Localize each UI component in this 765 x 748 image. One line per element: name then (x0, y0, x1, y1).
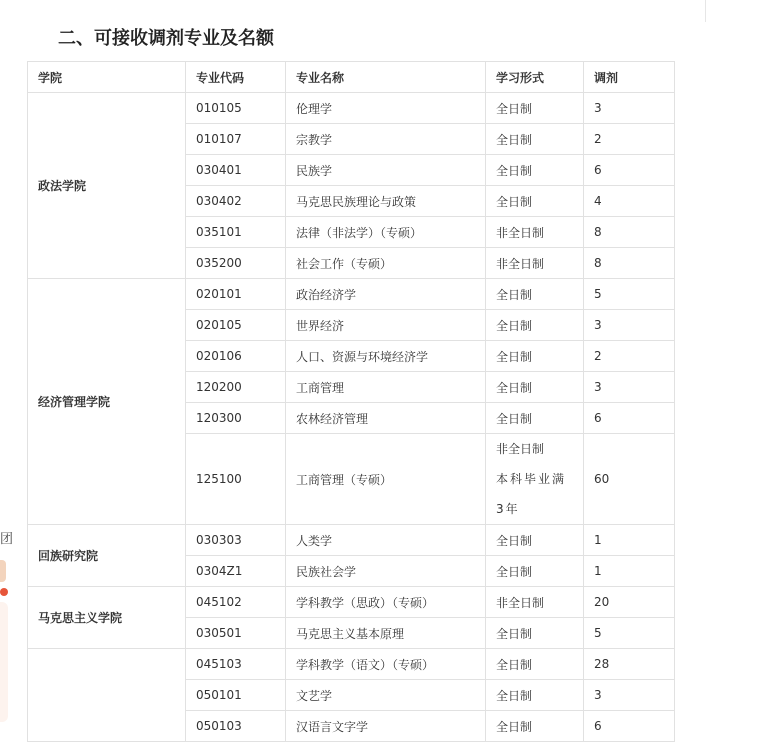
major-cell: 文艺学 (286, 680, 486, 711)
major-cell: 世界经济 (286, 310, 486, 341)
header-college: 学院 (28, 62, 186, 93)
table-row (28, 587, 675, 618)
mode-cell: 全日制 (486, 525, 584, 556)
side-illustration (0, 552, 10, 722)
quota-cell: 8 (584, 217, 675, 248)
code-cell: 125100 (186, 434, 286, 525)
mode-cell: 全日制 (486, 372, 584, 403)
header-major: 专业名称 (286, 62, 486, 93)
mode-cell: 全日制 (486, 618, 584, 649)
quota-cell: 1 (584, 556, 675, 587)
mode-cell: 全日制 (486, 341, 584, 372)
quota-cell: 6 (584, 155, 675, 186)
quota-cell: 2 (584, 124, 675, 155)
side-fragment-text: 团 (0, 532, 14, 547)
mode-cell: 全日制 (486, 680, 584, 711)
college-cell: 回族研究院 (28, 525, 186, 587)
quota-cell: 1 (584, 525, 675, 556)
major-cell: 宗教学 (286, 124, 486, 155)
code-cell: 035101 (186, 217, 286, 248)
quota-cell: 3 (584, 93, 675, 124)
major-cell: 人口、资源与环境经济学 (286, 341, 486, 372)
header-mode: 学习形式 (486, 62, 584, 93)
code-cell: 045103 (186, 649, 286, 680)
mode-cell: 全日制 (486, 155, 584, 186)
quota-cell: 4 (584, 186, 675, 217)
code-cell: 030402 (186, 186, 286, 217)
table-row (28, 649, 675, 680)
mode-cell: 全日制 (486, 93, 584, 124)
table-row (28, 279, 675, 310)
quota-cell: 8 (584, 248, 675, 279)
divider-line (705, 0, 706, 22)
code-cell: 0304Z1 (186, 556, 286, 587)
major-cell: 民族学 (286, 155, 486, 186)
major-cell: 民族社会学 (286, 556, 486, 587)
major-cell: 学科教学（思政）（专硕） (286, 587, 486, 618)
code-cell: 010107 (186, 124, 286, 155)
code-cell: 050101 (186, 680, 286, 711)
major-cell: 政治经济学 (286, 279, 486, 310)
major-cell: 法律（非法学）（专硕） (286, 217, 486, 248)
quota-cell: 3 (584, 310, 675, 341)
college-cell: 政法学院 (28, 93, 186, 279)
table-row (28, 525, 675, 556)
mode-text: 非全日制 (496, 442, 545, 456)
major-cell: 汉语言文字学 (286, 711, 486, 742)
college-cell: 经济管理学院 (28, 279, 186, 525)
quota-cell: 60 (584, 434, 675, 525)
code-cell: 030303 (186, 525, 286, 556)
college-cell: 马克思主义学院 (28, 587, 186, 649)
major-cell: 学科教学（语文）（专硕） (286, 649, 486, 680)
quota-cell: 20 (584, 587, 675, 618)
quota-cell: 5 (584, 279, 675, 310)
major-cell: 社会工作（专硕） (286, 248, 486, 279)
mode-cell: 非全日制 (486, 217, 584, 248)
mode-cell: 全日制 (486, 711, 584, 742)
quota-cell: 2 (584, 341, 675, 372)
mode-cell: 全日制 (486, 124, 584, 155)
mode-cell: 全日制 (486, 556, 584, 587)
code-cell: 045102 (186, 587, 286, 618)
code-cell: 020101 (186, 279, 286, 310)
header-code: 专业代码 (186, 62, 286, 93)
major-cell: 马克思民族理论与政策 (286, 186, 486, 217)
section-title: 二、可接收调剂专业及名额 (58, 28, 274, 49)
mode-cell: 全日制 (486, 310, 584, 341)
mode-cell: 全日制 (486, 186, 584, 217)
code-cell: 035200 (186, 248, 286, 279)
major-cell: 农林经济管理 (286, 403, 486, 434)
quota-cell: 6 (584, 403, 675, 434)
table-row (28, 93, 675, 124)
admission-table (27, 61, 675, 742)
table-header-row (28, 62, 675, 93)
major-cell: 工商管理（专硕） (286, 434, 486, 525)
code-cell: 120200 (186, 372, 286, 403)
code-cell: 010105 (186, 93, 286, 124)
quota-cell: 3 (584, 372, 675, 403)
code-cell: 020105 (186, 310, 286, 341)
quota-cell: 3 (584, 680, 675, 711)
major-cell: 人类学 (286, 525, 486, 556)
quota-cell: 5 (584, 618, 675, 649)
mode-cell: 非全日制 (486, 587, 584, 618)
quota-cell: 6 (584, 711, 675, 742)
mode-cell: 全日制 (486, 649, 584, 680)
mode-cell: 全日制 (486, 403, 584, 434)
mode-cell (486, 434, 584, 525)
header-quota: 调剂 (584, 62, 675, 93)
quota-cell: 28 (584, 649, 675, 680)
code-cell: 120300 (186, 403, 286, 434)
major-cell: 马克思主义基本原理 (286, 618, 486, 649)
code-cell: 030401 (186, 155, 286, 186)
code-cell: 050103 (186, 711, 286, 742)
major-cell: 伦理学 (286, 93, 486, 124)
mode-cell: 全日制 (486, 279, 584, 310)
code-cell: 020106 (186, 341, 286, 372)
code-cell: 030501 (186, 618, 286, 649)
major-cell: 工商管理 (286, 372, 486, 403)
mode-cell: 非全日制 (486, 248, 584, 279)
college-cell (28, 649, 186, 742)
mode-note: 本科毕业满3年 (496, 472, 567, 516)
